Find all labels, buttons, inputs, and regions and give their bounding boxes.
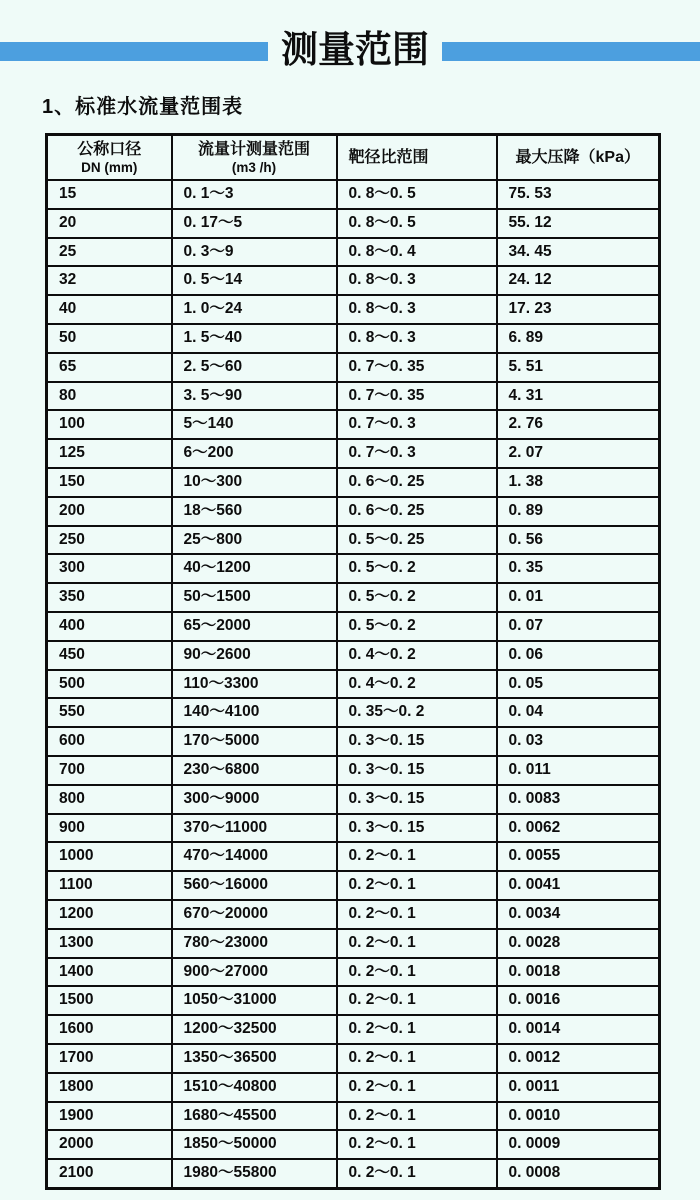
table-row [47,1159,660,1188]
ratio-range-cell: 0. 5～0. 2 [337,583,497,612]
flow-range-cell: 1510～40800 [172,1073,337,1102]
pressure-drop-cell: 0. 0012 [497,1044,660,1073]
table-row [47,439,660,468]
pressure-drop-cell: 0. 0018 [497,958,660,987]
ratio-range-cell: 0. 2～0. 1 [337,1073,497,1102]
flow-range-cell: 40～1200 [172,554,337,583]
dn-cell: 100 [47,410,172,439]
dn-cell: 1300 [47,929,172,958]
flow-range-cell: 18～560 [172,497,337,526]
ratio-range-cell: 0. 2～0. 1 [337,1015,497,1044]
dn-cell: 900 [47,814,172,843]
pressure-drop-cell: 0. 06 [497,641,660,670]
dn-cell: 450 [47,641,172,670]
flow-range-cell: 0. 3～9 [172,238,337,267]
ratio-range-cell: 0. 2～0. 1 [337,842,497,871]
dn-cell: 32 [47,266,172,295]
table-row [47,871,660,900]
dn-cell: 300 [47,554,172,583]
banner-accent-bar-left [0,42,268,61]
flow-range-cell: 670～20000 [172,900,337,929]
pressure-drop-cell: 0. 0041 [497,871,660,900]
flow-range-cell: 65～2000 [172,612,337,641]
flow-range-cell: 90～2600 [172,641,337,670]
flow-range-cell: 0. 17～5 [172,209,337,238]
flow-range-cell: 560～16000 [172,871,337,900]
table-row [47,727,660,756]
pressure-drop-cell: 0. 0010 [497,1102,660,1131]
flow-range-cell: 0. 1～3 [172,180,337,209]
flow-range-cell: 1. 0～24 [172,295,337,324]
pressure-drop-cell: 24. 12 [497,266,660,295]
table-row [47,958,660,987]
flow-range-cell: 1680～45500 [172,1102,337,1131]
table-row [47,324,660,353]
flow-range-cell: 230～6800 [172,756,337,785]
flow-range-cell: 900～27000 [172,958,337,987]
flow-range-cell: 5～140 [172,410,337,439]
table-row [47,900,660,929]
column-header-4 [497,135,660,181]
dn-cell: 15 [47,180,172,209]
flow-range-cell: 6～200 [172,439,337,468]
page-title: 测量范围 [281,29,429,70]
dn-cell: 1100 [47,871,172,900]
column-header-line1: 最大压降（kPa） [515,148,640,166]
ratio-range-cell: 0. 5～0. 2 [337,612,497,641]
pressure-drop-cell: 0. 0083 [497,785,660,814]
flow-range-cell: 3. 5～90 [172,382,337,411]
pressure-drop-cell: 0. 0055 [497,842,660,871]
table-row [47,814,660,843]
ratio-range-cell: 0. 2～0. 1 [337,900,497,929]
dn-cell: 500 [47,670,172,699]
flow-range-cell: 0. 5～14 [172,266,337,295]
dn-cell: 25 [47,238,172,267]
ratio-range-cell: 0. 3～0. 15 [337,756,497,785]
table-row [47,526,660,555]
ratio-range-cell: 0. 8～0. 5 [337,180,497,209]
table-row [47,698,660,727]
ratio-range-cell: 0. 2～0. 1 [337,1102,497,1131]
table-row [47,497,660,526]
title-banner [0,0,700,86]
ratio-range-cell: 0. 8～0. 3 [337,324,497,353]
column-header-line1: 靶径比范围 [348,148,429,166]
ratio-range-cell: 0. 3～0. 15 [337,785,497,814]
dn-cell: 1900 [47,1102,172,1131]
ratio-range-cell: 0. 7～0. 3 [337,410,497,439]
pressure-drop-cell: 5. 51 [497,353,660,382]
flow-range-cell: 50～1500 [172,583,337,612]
ratio-range-cell: 0. 8～0. 5 [337,209,497,238]
table-row [47,382,660,411]
table-row [47,295,660,324]
section-heading: 1、标准水流量范围表 [42,96,244,118]
ratio-range-cell: 0. 6～0. 25 [337,468,497,497]
dn-cell: 400 [47,612,172,641]
ratio-range-cell: 0. 8～0. 4 [337,238,497,267]
pressure-drop-cell: 0. 01 [497,583,660,612]
dn-cell: 40 [47,295,172,324]
table-row [47,1130,660,1159]
pressure-drop-cell: 0. 0016 [497,986,660,1015]
flow-range-cell: 110～3300 [172,670,337,699]
table-row [47,266,660,295]
flow-range-cell: 1350～36500 [172,1044,337,1073]
flow-range-cell: 1050～31000 [172,986,337,1015]
ratio-range-cell: 0. 4～0. 2 [337,670,497,699]
ratio-range-cell: 0. 7～0. 35 [337,382,497,411]
ratio-range-cell: 0. 3～0. 15 [337,727,497,756]
flow-range-cell: 470～14000 [172,842,337,871]
pressure-drop-cell: 2. 76 [497,410,660,439]
pressure-drop-cell: 0. 56 [497,526,660,555]
table-row [47,1102,660,1131]
flow-range-cell: 1. 5～40 [172,324,337,353]
table-row [47,468,660,497]
table-row [47,410,660,439]
pressure-drop-cell: 0. 011 [497,756,660,785]
dn-cell: 125 [47,439,172,468]
table-row [47,554,660,583]
ratio-range-cell: 0. 2～0. 1 [337,986,497,1015]
ratio-range-cell: 0. 7～0. 3 [337,439,497,468]
dn-cell: 65 [47,353,172,382]
column-header-3 [337,135,497,181]
pressure-drop-cell: 1. 38 [497,468,660,497]
dn-cell: 800 [47,785,172,814]
table-row [47,986,660,1015]
dn-cell: 2000 [47,1130,172,1159]
dn-cell: 2100 [47,1159,172,1188]
column-header-line2: (m3 /h) [231,159,277,175]
pressure-drop-cell: 34. 45 [497,238,660,267]
ratio-range-cell: 0. 5～0. 25 [337,526,497,555]
flow-range-cell: 300～9000 [172,785,337,814]
flow-range-cell: 170～5000 [172,727,337,756]
dn-cell: 1400 [47,958,172,987]
ratio-range-cell: 0. 35～0. 2 [337,698,497,727]
water-flow-range-table [45,133,661,1190]
flow-range-cell: 140～4100 [172,698,337,727]
column-header-line1: 公称口径 [77,140,142,158]
dn-cell: 200 [47,497,172,526]
table-row [47,1073,660,1102]
table-row [47,583,660,612]
flow-range-cell: 1850～50000 [172,1130,337,1159]
flow-range-cell: 370～11000 [172,814,337,843]
dn-cell: 150 [47,468,172,497]
pressure-drop-cell: 0. 0008 [497,1159,660,1188]
banner-accent-bar-right [442,42,700,61]
dn-cell: 250 [47,526,172,555]
pressure-drop-cell: 0. 0009 [497,1130,660,1159]
pressure-drop-cell: 55. 12 [497,209,660,238]
table-row [47,238,660,267]
table-row [47,641,660,670]
dn-cell: 50 [47,324,172,353]
pressure-drop-cell: 0. 0014 [497,1015,660,1044]
ratio-range-cell: 0. 8～0. 3 [337,266,497,295]
ratio-range-cell: 0. 2～0. 1 [337,929,497,958]
table-row [47,1015,660,1044]
ratio-range-cell: 0. 3～0. 15 [337,814,497,843]
column-header-1 [47,135,172,181]
table-row [47,353,660,382]
table-row [47,180,660,209]
pressure-drop-cell: 4. 31 [497,382,660,411]
dn-cell: 550 [47,698,172,727]
table-row [47,209,660,238]
dn-cell: 700 [47,756,172,785]
column-header-line2: DN (mm) [81,159,138,175]
pressure-drop-cell: 75. 53 [497,180,660,209]
table-row [47,756,660,785]
pressure-drop-cell: 0. 0011 [497,1073,660,1102]
dn-cell: 80 [47,382,172,411]
dn-cell: 1700 [47,1044,172,1073]
ratio-range-cell: 0. 2～0. 1 [337,1044,497,1073]
dn-cell: 20 [47,209,172,238]
flow-range-cell: 25～800 [172,526,337,555]
dn-cell: 1600 [47,1015,172,1044]
table-body [47,180,660,1188]
ratio-range-cell: 0. 7～0. 35 [337,353,497,382]
ratio-range-cell: 0. 8～0. 3 [337,295,497,324]
column-header-2 [172,135,337,181]
flow-range-cell: 1980～55800 [172,1159,337,1188]
table-row [47,670,660,699]
table-row [47,785,660,814]
pressure-drop-cell: 0. 03 [497,727,660,756]
ratio-range-cell: 0. 5～0. 2 [337,554,497,583]
pressure-drop-cell: 6. 89 [497,324,660,353]
ratio-range-cell: 0. 2～0. 1 [337,1159,497,1188]
flow-range-cell: 2. 5～60 [172,353,337,382]
ratio-range-cell: 0. 2～0. 1 [337,871,497,900]
ratio-range-cell: 0. 4～0. 2 [337,641,497,670]
column-header-line1: 流量计测量范围 [197,140,310,158]
pressure-drop-cell: 0. 35 [497,554,660,583]
dn-cell: 1200 [47,900,172,929]
pressure-drop-cell: 0. 89 [497,497,660,526]
flow-range-cell: 1200～32500 [172,1015,337,1044]
table-header [47,135,660,181]
pressure-drop-cell: 0. 04 [497,698,660,727]
table-row [47,929,660,958]
pressure-drop-cell: 17. 23 [497,295,660,324]
pressure-drop-cell: 0. 05 [497,670,660,699]
pressure-drop-cell: 0. 07 [497,612,660,641]
table-row [47,1044,660,1073]
pressure-drop-cell: 0. 0028 [497,929,660,958]
table-row [47,842,660,871]
pressure-drop-cell: 0. 0034 [497,900,660,929]
flow-range-cell: 10～300 [172,468,337,497]
ratio-range-cell: 0. 2～0. 1 [337,958,497,987]
ratio-range-cell: 0. 2～0. 1 [337,1130,497,1159]
dn-cell: 1800 [47,1073,172,1102]
ratio-range-cell: 0. 6～0. 25 [337,497,497,526]
pressure-drop-cell: 0. 0062 [497,814,660,843]
flow-range-cell: 780～23000 [172,929,337,958]
table-header-row [47,135,660,181]
dn-cell: 1500 [47,986,172,1015]
dn-cell: 1000 [47,842,172,871]
dn-cell: 600 [47,727,172,756]
pressure-drop-cell: 2. 07 [497,439,660,468]
dn-cell: 350 [47,583,172,612]
table-row [47,612,660,641]
